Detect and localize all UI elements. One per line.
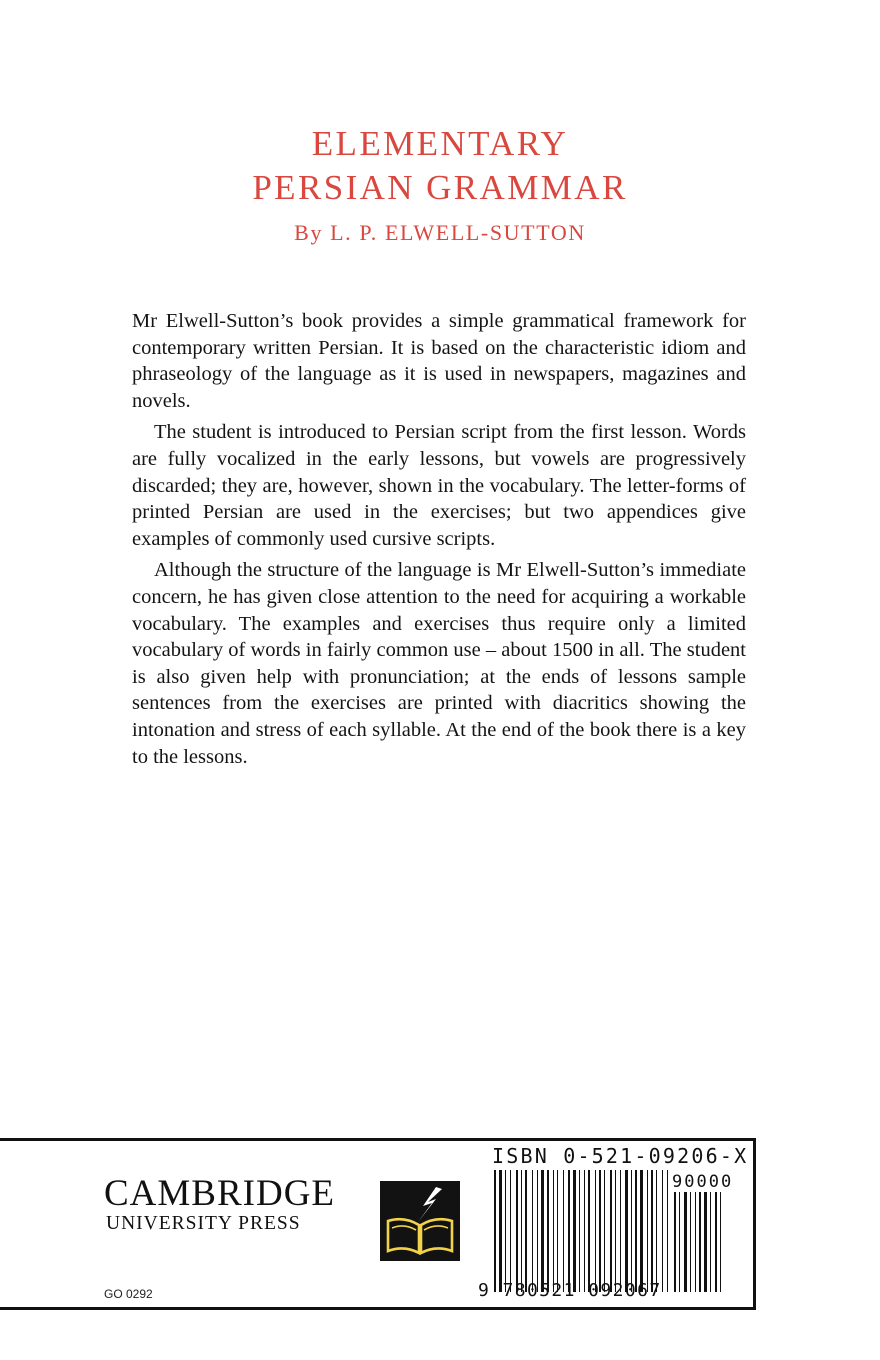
barcode-bar: [656, 1170, 657, 1292]
book-description: [132, 308, 746, 775]
barcode-addon-bar: [715, 1192, 717, 1292]
barcode-bar: [516, 1170, 518, 1292]
barcode-bar: [599, 1170, 601, 1292]
barcode-bar: [521, 1170, 522, 1292]
barcode-addon-bar: [684, 1192, 687, 1292]
barcode-bar: [547, 1170, 549, 1292]
barcode-bar: [640, 1170, 643, 1292]
barcode-addon-bar: [720, 1192, 721, 1292]
cover-title-block: [0, 122, 880, 246]
barcode-addon-bar: [710, 1192, 711, 1292]
barcode-bar: [588, 1170, 590, 1292]
barcode-bar: [604, 1170, 605, 1292]
barcode-bar: [510, 1170, 511, 1292]
barcode-addon-bar: [699, 1192, 701, 1292]
barcode-addon-bar: [679, 1192, 680, 1292]
barcode-addon-bar: [704, 1192, 707, 1292]
barcode-bar: [494, 1170, 496, 1292]
barcode-bar: [541, 1170, 544, 1292]
open-book-lightning-icon: [380, 1181, 460, 1261]
barcode-addon-bar: [674, 1192, 676, 1292]
barcode-addon-bar: [690, 1192, 691, 1292]
barcode-bar: [525, 1170, 527, 1292]
barcode-bar: [532, 1170, 533, 1292]
book-title-line-1: ELEMENTARY: [311, 124, 569, 163]
publisher-name: CAMBRIDGE: [104, 1173, 336, 1214]
catalog-code: GO 0292: [104, 1287, 153, 1301]
publisher-subtitle: UNIVERSITY PRESS: [106, 1213, 301, 1234]
barcode-bar: [667, 1170, 668, 1292]
barcode-number: 9 780521 092067: [478, 1280, 662, 1301]
barcode-bar: [553, 1170, 554, 1292]
barcode-bar: [647, 1170, 648, 1292]
barcode-bar: [595, 1170, 596, 1292]
isbn-label: ISBN 0-521-09206-X: [492, 1144, 749, 1168]
description-paragraph: Although the structure of the language is Mr Elwell-Sutton’s immediate concern, he has given close attention to the need for acquiring a workable vocabulary. The examples and exercises thus require only a limited vocabulary of words in fairly common use – about 1500 in all. The student is also given help with pronunciation; at the ends of lessons sample sentences from the exercises are printed with diacritics showing the intonation and stress of each syllable. At the end of the book there is a key to the lessons.: [132, 559, 746, 768]
book-title-line-2: PERSIAN GRAMMAR: [252, 168, 628, 207]
barcode-bar: [662, 1170, 663, 1292]
publisher-logo-graphic: [380, 1181, 460, 1261]
barcode-bar: [537, 1170, 538, 1292]
barcode-bar: [563, 1170, 564, 1292]
barcode-bar: [499, 1170, 502, 1292]
barcode-bar: [620, 1170, 621, 1292]
barcode-addon-bar: [695, 1192, 696, 1292]
description-paragraph: The student is introduced to Persian script from the first lesson. Words are fully vocalized in the early lessons, but vowels are progressively discarded; they are, however, shown in the vocabulary. The letter-forms of printed Persian are used in the exercises; but two appendices give examples of commonly used cursive scripts.: [132, 421, 746, 550]
price-addon-digits: 90000: [672, 1172, 734, 1192]
barcode-bar: [610, 1170, 612, 1292]
barcode-bar: [584, 1170, 585, 1292]
barcode-bar: [557, 1170, 558, 1292]
barcode-bar: [568, 1170, 570, 1292]
barcode-bar: [505, 1170, 506, 1292]
barcode-bar: [615, 1170, 616, 1292]
barcode-bar: [635, 1170, 637, 1292]
author-byline: By L. P. ELWELL-SUTTON: [294, 220, 586, 245]
description-paragraph: Mr Elwell-Sutton’s book provides a simple grammatical framework for contemporary written Persian. It is based on the characteristic idiom and phraseology of the language as it is used in newspapers, magazines and novels.: [132, 310, 746, 412]
barcode-bar: [631, 1170, 632, 1292]
barcode-bar: [579, 1170, 580, 1292]
barcode-bar: [651, 1170, 653, 1292]
barcode-bar: [573, 1170, 576, 1292]
barcode-bar: [625, 1170, 628, 1292]
